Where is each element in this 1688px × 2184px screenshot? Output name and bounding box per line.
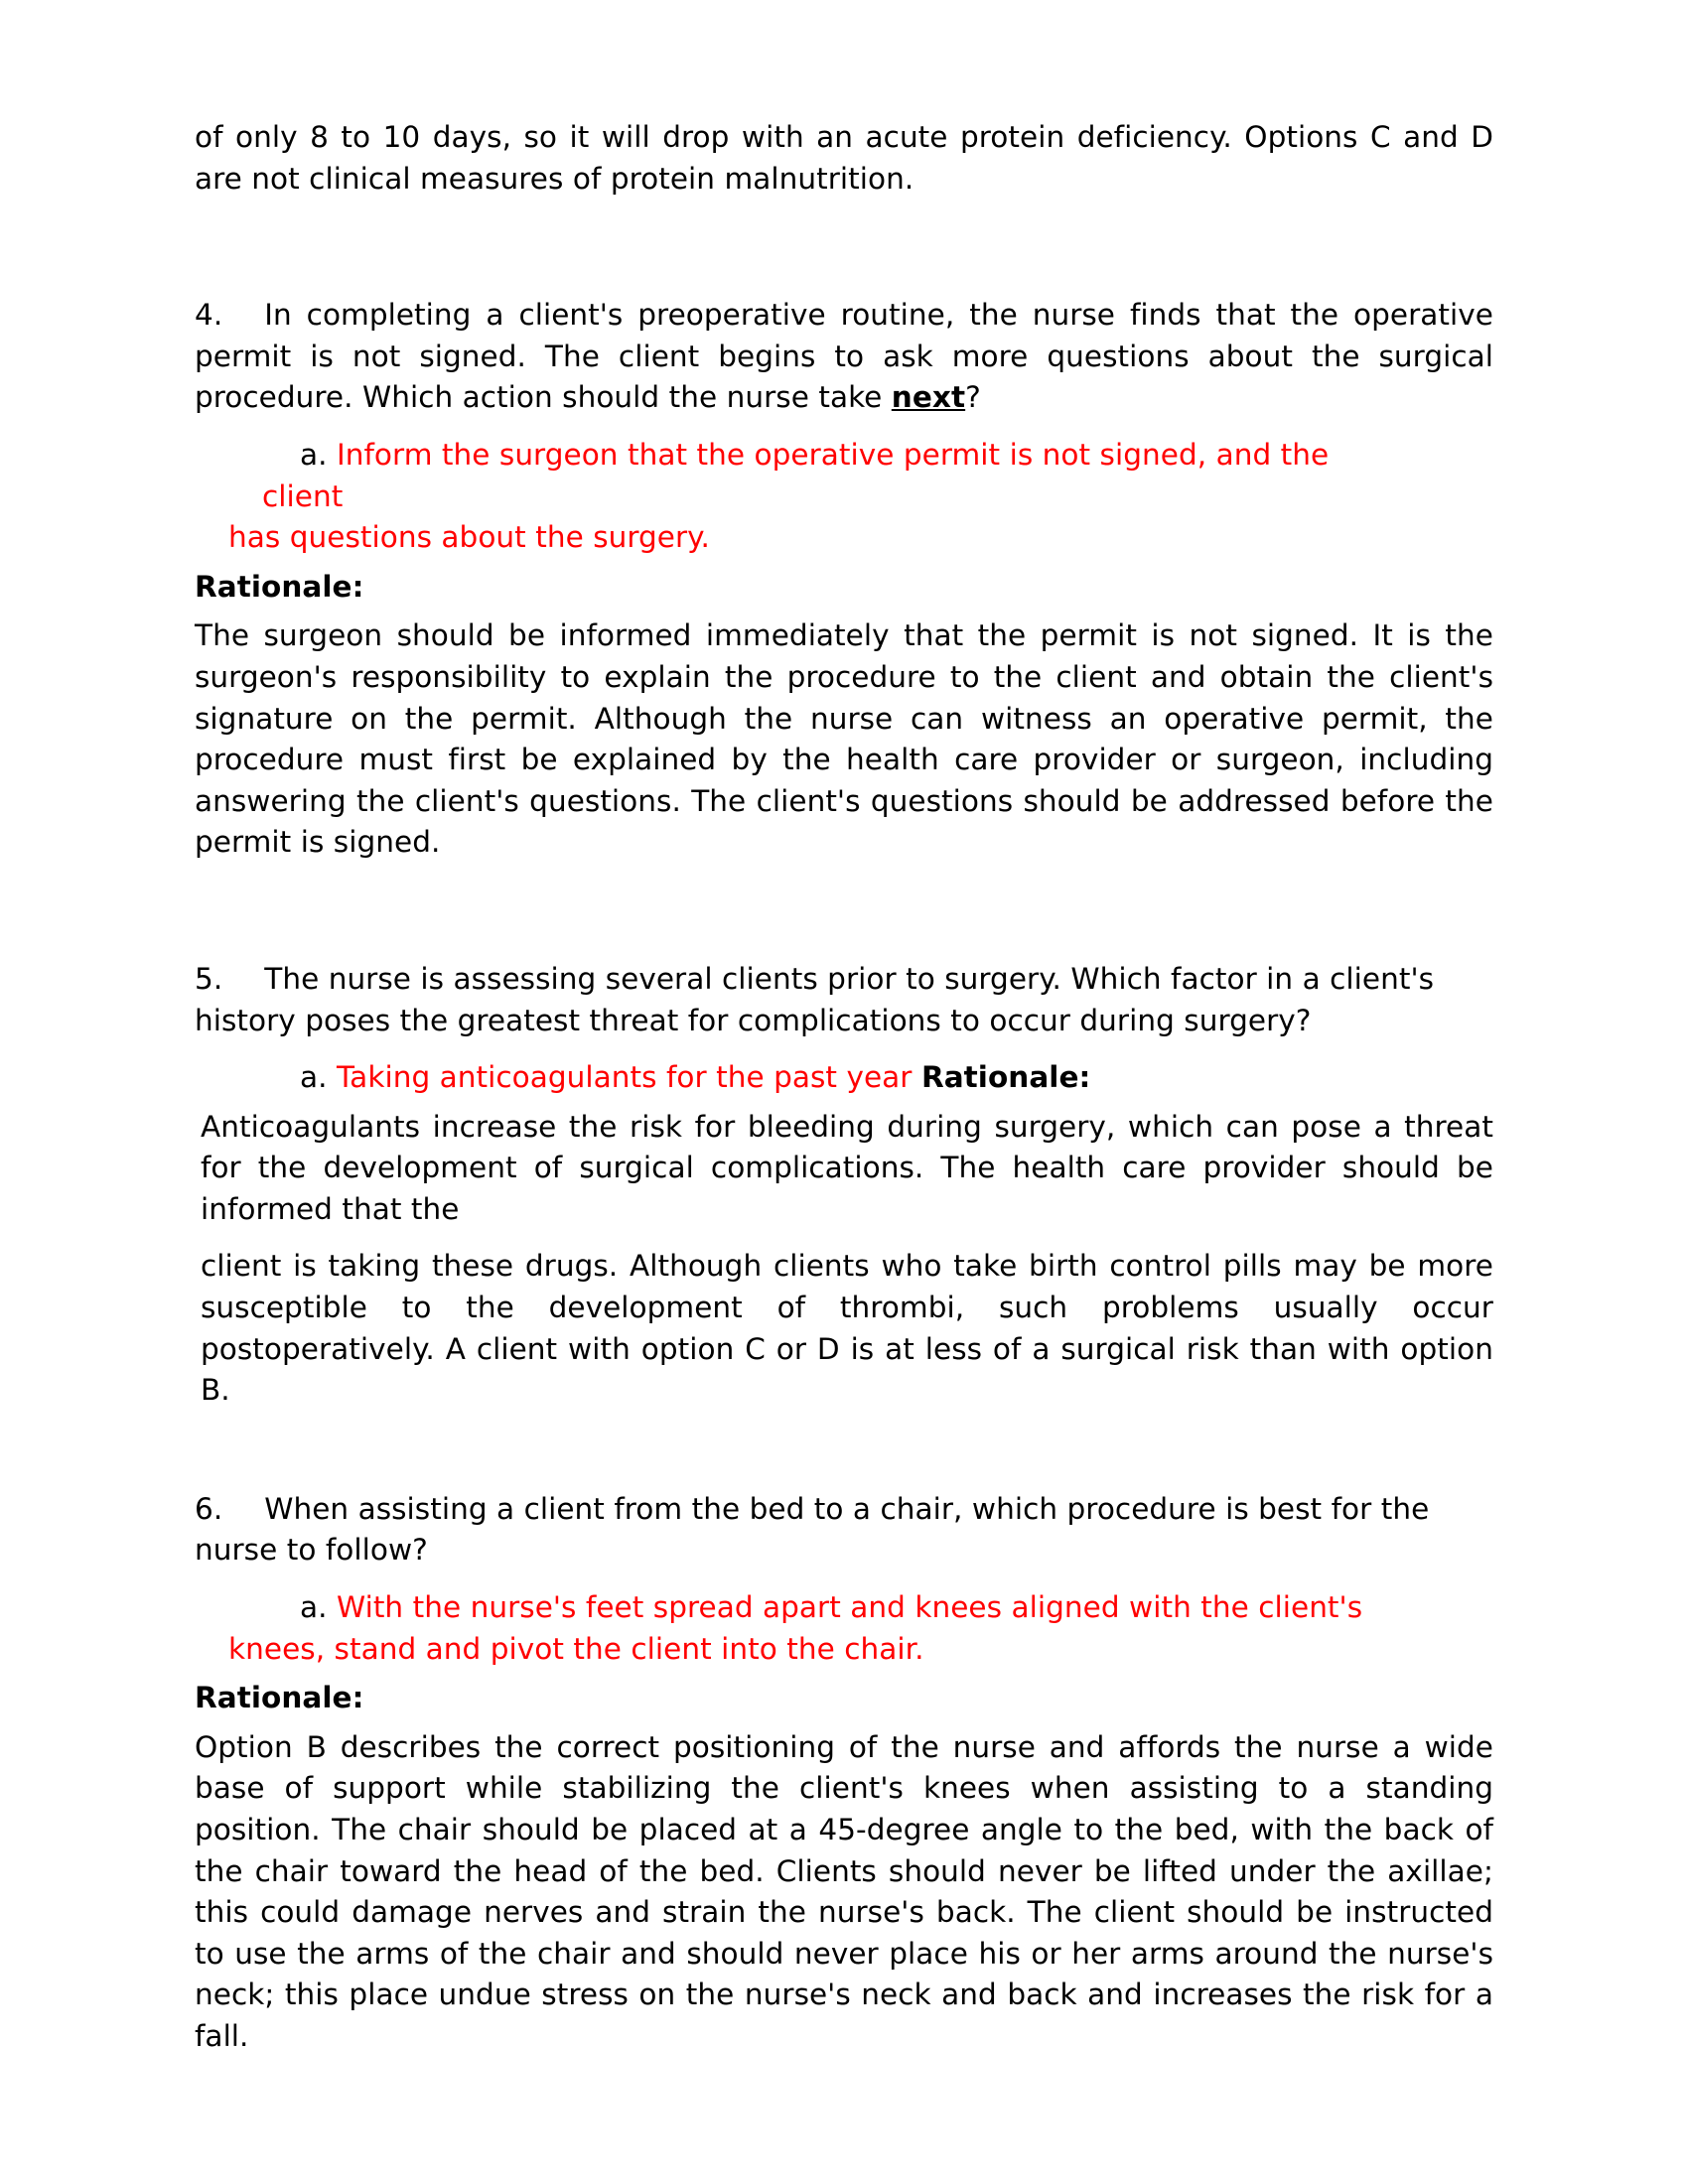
question-6-stem [195,1489,1493,1571]
question-4-answer-letter: a. [300,437,328,472]
question-5-stem-text: The nurse is assessing several clients prior to surgery. Which factor in a client's history poses the greatest threat for complications to occur during surgery? [195,961,1435,1037]
question-4-rationale-label: Rationale: [195,569,364,604]
spacer [195,1571,1493,1587]
question-5-stem [195,959,1493,1041]
spacer [195,1099,1493,1107]
question-6-answer-line-2: knees, stand and pivot the client into the chair. [228,1631,924,1666]
spacer [195,1412,1493,1489]
question-5-rationale-label: Rationale: [920,1060,1091,1095]
question-5-rationale-part-1: Anticoagulants increase the risk for bleeding during surgery, which can pose a threat for the development of surgical complications. The health care provider should be informed that the [201,1109,1493,1226]
question-4-answer-text-line-1: Inform the surgeon that the operative permit is not signed, and the [337,437,1330,472]
question-4-number: 4. [195,298,223,333]
question-4-emphasis: next [891,380,966,415]
spacer [195,200,1493,295]
spacer [195,559,1493,567]
spacer [195,1041,1493,1057]
question-6-answer [195,1587,1493,1670]
question-5-answer [195,1057,1493,1099]
question-5-answer-text: Taking anticoagulants for the past year [337,1060,913,1095]
question-4-answer-line-1 [195,435,1493,477]
question-4-stem-text-b: ? [965,380,981,415]
question-6-answer-line-1 [195,1587,1493,1629]
question-5-answer-letter: a. [300,1060,328,1095]
question-4-answer-line-3: has questions about the surgery. [228,520,710,555]
spacer [195,608,1493,615]
question-6-stem-text: When assisting a client from the bed to a chair, which procedure is best for the nurse to follow? [195,1491,1430,1568]
question-6-number: 6. [195,1491,223,1526]
spacer [195,1670,1493,1678]
question-4-answer [195,435,1493,559]
question-6-rationale-label: Rationale: [195,1681,364,1715]
question-4-rationale-text: The surgeon should be informed immediately that the permit is not signed. It is the surgeon's responsibility to explain the procedure to the client and obtain the client's signature on the permit. Although the nurse can witness an operative permit, the procedure must first be explained by the health care provider or surgeon, including answering the client's questions. The client's questions should be addressed before the permit is signed. [195,618,1493,860]
spacer [195,1230,1493,1246]
question-4-stem [195,295,1493,419]
question-5-rationale-part-2: client is taking these drugs. Although clients who take birth control pills may be more susceptible to the development of thrombi, such problems usually occur postoperatively. A client with option C or D is at less of a surgical risk than with option B. [201,1249,1493,1408]
question-6-answer-letter: a. [300,1590,328,1625]
question-6-rationale-text: Option B describes the correct positioning of the nurse and affords the nurse a wide base of support while stabilizing the client's knees when assisting to a standing position. The chair should be placed at a 45-degree angle to the bed, with the back of the chair toward the head of the bed. Clients should never be lifted under the axillae; this could damage nerves and strain the nurse's back. The client should be instructed to use the arms of the chair and should never place his or her arms around the nurse's neck; this place undue stress on the nurse's neck and back and increases the risk for a fall. [195,1729,1493,2053]
spacer [195,1719,1493,1727]
question-4-stem-text-a: In completing a client's preoperative routine, the nurse finds that the operative permit is not signed. The client begins to ask more questions about the surgical procedure. Which action should the nurse take [195,298,1493,415]
intro-paragraph: of only 8 to 10 days, so it will drop with an acute protein deficiency. Options C and D are not clinical measures of protein malnutrition. [195,120,1493,196]
document-body [195,117,1493,2058]
spacer [195,864,1493,959]
question-5-number: 5. [195,961,223,996]
question-4-answer-line-2: client [262,478,344,513]
spacer [195,419,1493,435]
question-6-answer-text-line-1: With the nurse's feet spread apart and knees aligned with the client's [337,1590,1363,1625]
